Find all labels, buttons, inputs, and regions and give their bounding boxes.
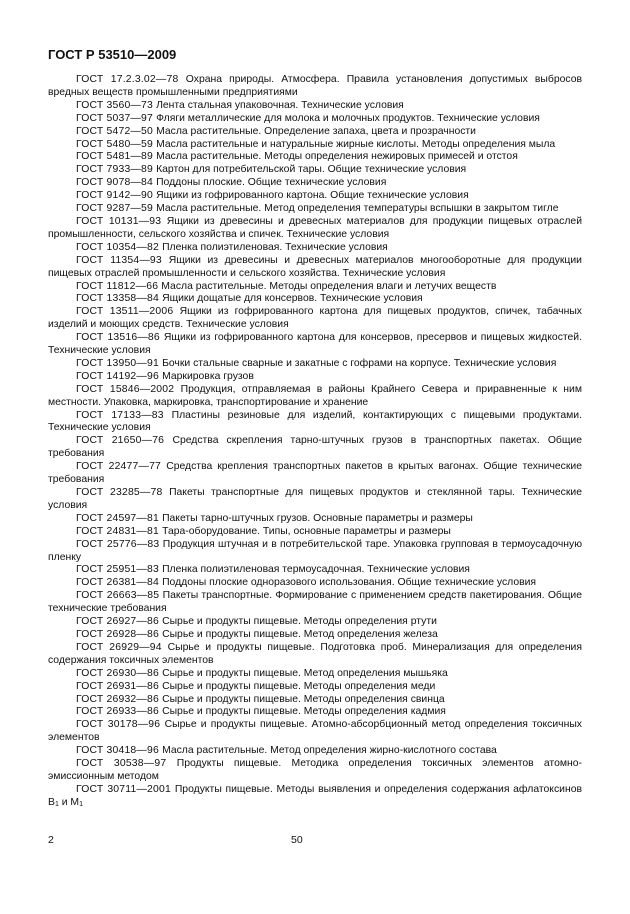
standard-code: ГОСТ 25951—83 xyxy=(76,564,159,576)
standard-code: ГОСТ 5472—50 xyxy=(76,125,153,137)
standard-code: ГОСТ 13516—86 xyxy=(76,332,160,344)
reference-entry xyxy=(48,177,582,190)
standard-code: ГОСТ 3560—73 xyxy=(76,99,153,111)
standard-title: Пленка полиэтиленовая термоусадочная. Технические условия xyxy=(162,564,470,576)
standard-title: Ящики дощатые для консервов. Технические условия xyxy=(162,293,423,305)
document-header: ГОСТ Р 53510—2009 xyxy=(48,47,177,62)
footer-left-number: 2 xyxy=(48,834,54,846)
standard-title: Пластины резиновые для изделий, контактирующих с пищевыми продуктами. Технические условия xyxy=(48,409,582,434)
reference-entry xyxy=(48,216,582,242)
standard-title: Пакеты транспортные. Формирование с применением средств пакетирования. Общие технические требования xyxy=(48,590,582,615)
standard-title: Продукты пищевые. Методика определения токсичных элементов атомно-эмиссионным методом xyxy=(48,758,582,782)
standard-title: Ящики из древесины и древесных материалов для продукции пищевых отраслей промышленности, сельского хозяйства и спичек. Технические условия xyxy=(48,215,583,240)
page-number: 50 xyxy=(291,834,303,846)
standard-code: ГОСТ 11354—93 xyxy=(76,254,162,266)
reference-entry xyxy=(48,577,582,590)
standard-title: Сырье и продукты пищевые. Методы определения свинца xyxy=(162,693,445,705)
subscript: 1 xyxy=(54,800,59,808)
reference-entry xyxy=(48,629,582,642)
standard-code: ГОСТ 9287—59 xyxy=(76,203,153,215)
reference-entry xyxy=(48,758,582,784)
reference-entry xyxy=(48,164,582,177)
standard-code: ГОСТ 21650—76 xyxy=(76,435,165,447)
standard-title: Сырье и продукты пищевые. Подготовка проб. Минерализация для определения содержания токсичных элементов xyxy=(48,641,582,666)
standard-title: Масла растительные. Определение запаха, цвета и прозрачности xyxy=(156,125,476,137)
standard-code: ГОСТ 17133—83 xyxy=(76,409,164,421)
standard-code: ГОСТ 26929—94 xyxy=(76,641,162,653)
reference-entry xyxy=(48,126,582,139)
standard-title: Бочки стальные сварные и закатные с гофрами на корпусе. Технические условия xyxy=(162,357,557,369)
reference-entry xyxy=(48,668,582,681)
reference-entry xyxy=(48,306,582,332)
standard-title: Продукты пищевые. Методы выявления и определения содержания афлатоксинов B xyxy=(48,783,582,808)
standard-title: Поддоны плоские одноразового использования. Общие технические условия xyxy=(162,577,537,589)
standard-code: ГОСТ 30418—96 xyxy=(76,745,159,757)
standard-title: Средства скрепления тарно-штучных грузов в транспортных пакетах. Общие требования xyxy=(48,435,582,460)
standard-title: Сырье и продукты пищевые. Атомно-абсорбционный метод определения токсичных элементов xyxy=(48,719,582,744)
reference-entry xyxy=(48,190,582,203)
reference-entry xyxy=(48,706,582,719)
standard-code: ГОСТ 23285—78 xyxy=(76,487,163,498)
standard-title: Пакеты транспортные для пищевых продуктов и стеклянной тары. Технические условия xyxy=(48,487,583,511)
standard-title: Лента стальная упаковочная. Технические условия xyxy=(156,99,404,111)
subscript: 1 xyxy=(79,800,83,808)
standard-code: ГОСТ 24597—81 xyxy=(76,512,159,524)
reference-entry xyxy=(48,203,582,216)
reference-entry xyxy=(48,487,582,513)
reference-entry xyxy=(48,242,582,255)
standard-code: ГОСТ 24831—81 xyxy=(76,525,159,537)
standard-code: ГОСТ 11812—66 xyxy=(76,280,159,292)
standard-title: Масла растительные. Метод определения температуры вспышки в закрытом тигле xyxy=(156,203,559,215)
standard-title: Пакеты тарно-штучных грузов. Основные параметры и размеры xyxy=(162,512,473,524)
reference-entry xyxy=(48,642,582,668)
standard-title: Картон для потребительской тары. Общие технические условия xyxy=(156,164,467,176)
standard-code: ГОСТ 10131—93 xyxy=(76,215,162,227)
standard-title: Ящики из древесины и древесных материалов многооборотные для продукции пищевых отраслей промышленности и сельского хозяйства. Технические условия xyxy=(48,254,582,279)
reference-entry xyxy=(48,745,582,758)
standard-code: ГОСТ 26930—86 xyxy=(76,667,159,679)
standard-code: ГОСТ 30711—2001 xyxy=(76,783,171,795)
reference-entry xyxy=(48,526,582,539)
standard-code: ГОСТ 5480—59 xyxy=(76,138,153,150)
standard-code: ГОСТ 14192—96 xyxy=(76,370,159,382)
reference-entry xyxy=(48,384,582,410)
reference-entry xyxy=(48,332,582,358)
standard-code: ГОСТ 22477—77 xyxy=(76,461,162,473)
standard-code: ГОСТ 26932—86 xyxy=(76,693,159,705)
standard-title: Масла растительные. Методы определения влаги и летучих веществ xyxy=(161,280,497,292)
reference-entry xyxy=(48,113,582,126)
standard-code: ГОСТ 13511—2006 xyxy=(76,306,174,318)
reference-entry xyxy=(48,139,582,152)
reference-entry xyxy=(48,435,582,461)
reference-entry xyxy=(48,100,582,113)
standard-code: ГОСТ 5037—97 xyxy=(76,112,153,124)
standard-code: ГОСТ 5481—89 xyxy=(76,151,153,163)
standard-title: Тара-оборудование. Типы, основные параметры и размеры xyxy=(162,525,451,537)
reference-entry xyxy=(48,410,582,436)
standard-title: Масла растительные. Методы определения нежировых примесей и отстоя xyxy=(156,151,518,163)
standard-title: Ящики из гофрированного картона. Общие технические условия xyxy=(156,190,469,202)
standard-title: Ящики из гофрированного картона для консервов, пресервов и пищевых жидкостей. Технические условия xyxy=(48,332,582,357)
standard-code: ГОСТ 15846—2002 xyxy=(76,383,175,395)
standard-code: ГОСТ 25776—83 xyxy=(76,538,160,550)
standard-title: Поддоны плоские. Общие технические условия xyxy=(156,177,387,189)
standard-title: Сырье и продукты пищевые. Методы определения ртути xyxy=(162,616,437,628)
standard-code: ГОСТ 7933—89 xyxy=(76,164,153,176)
standard-title: Маркировка грузов xyxy=(162,370,254,382)
standard-code: ГОСТ 26663—85 xyxy=(76,590,160,602)
standard-title: Сырье и продукты пищевые. Методы определения меди xyxy=(162,680,436,692)
standard-title: Пленка полиэтиленовая. Технические условия xyxy=(162,241,388,253)
standard-title: Охрана природы. Атмосфера. Правила установления допустимых выбросов вредных веществ промышленными предприятиями xyxy=(48,74,583,98)
reference-entry xyxy=(48,461,582,487)
standard-title: Средства крепления транспортных пакетов в крытых вагонах. Общие технические требования xyxy=(48,461,582,486)
reference-entry xyxy=(48,784,582,812)
reference-entry xyxy=(48,564,582,577)
standard-title: Масла растительные и натуральные жирные кислоты. Методы определения мыла xyxy=(156,138,556,150)
reference-entry xyxy=(48,371,582,384)
standard-code: ГОСТ 13358—84 xyxy=(76,293,159,305)
reference-entry xyxy=(48,681,582,694)
reference-entry xyxy=(48,513,582,526)
reference-entry xyxy=(48,293,582,306)
standard-code: ГОСТ 9142—90 xyxy=(76,190,153,202)
standard-code: ГОСТ 17.2.3.02—78 xyxy=(76,74,179,85)
reference-entry xyxy=(48,74,582,100)
standard-code: ГОСТ 26927—86 xyxy=(76,616,159,628)
standard-code: ГОСТ 26381—84 xyxy=(76,577,159,589)
standard-code: ГОСТ 26931—86 xyxy=(76,680,159,692)
standard-code: ГОСТ 9078—84 xyxy=(76,177,153,189)
standard-title: Фляги металлические для молока и молочных продуктов. Технические условия xyxy=(156,112,540,124)
references-list xyxy=(48,74,582,812)
standard-code: ГОСТ 30538—97 xyxy=(76,758,167,770)
standard-title: Сырье и продукты пищевые. Метод определения железа xyxy=(162,628,438,640)
reference-entry xyxy=(48,151,582,164)
reference-entry xyxy=(48,281,582,294)
standard-code: ГОСТ 13950—91 xyxy=(76,357,159,369)
reference-entry xyxy=(48,539,582,565)
standard-title: Продукция, отправляемая в районы Крайнего Севера и приравненные к ним местности. Упаковка, маркировка, транспортирование и хранение xyxy=(48,383,582,408)
standard-code: ГОСТ 26933—86 xyxy=(76,706,159,718)
standard-title: Масла растительные. Метод определения жирно-кислотного состава xyxy=(162,745,497,757)
standard-title: Продукция штучная и в потребительской таре. Упаковка групповая в термоусадочную пленку xyxy=(48,538,582,563)
reference-entry xyxy=(48,358,582,371)
standard-code: ГОСТ 26928—86 xyxy=(76,628,159,640)
reference-entry xyxy=(48,616,582,629)
reference-entry xyxy=(48,719,582,745)
standard-title: Ящики из гофрированного картона для пищевых продуктов, спичек, табачных изделий и моющих средств. Технические условия xyxy=(48,306,582,331)
reference-entry xyxy=(48,255,582,281)
standard-title-cont: и M xyxy=(58,796,80,808)
standard-title: Сырье и продукты пищевые. Метод определения мышьяка xyxy=(162,667,448,679)
standard-title: Сырье и продукты пищевые. Методы определения кадмия xyxy=(162,706,446,718)
reference-entry xyxy=(48,694,582,707)
standard-code: ГОСТ 10354—82 xyxy=(76,241,159,253)
reference-entry xyxy=(48,590,582,616)
standard-code: ГОСТ 30178—96 xyxy=(76,719,161,731)
